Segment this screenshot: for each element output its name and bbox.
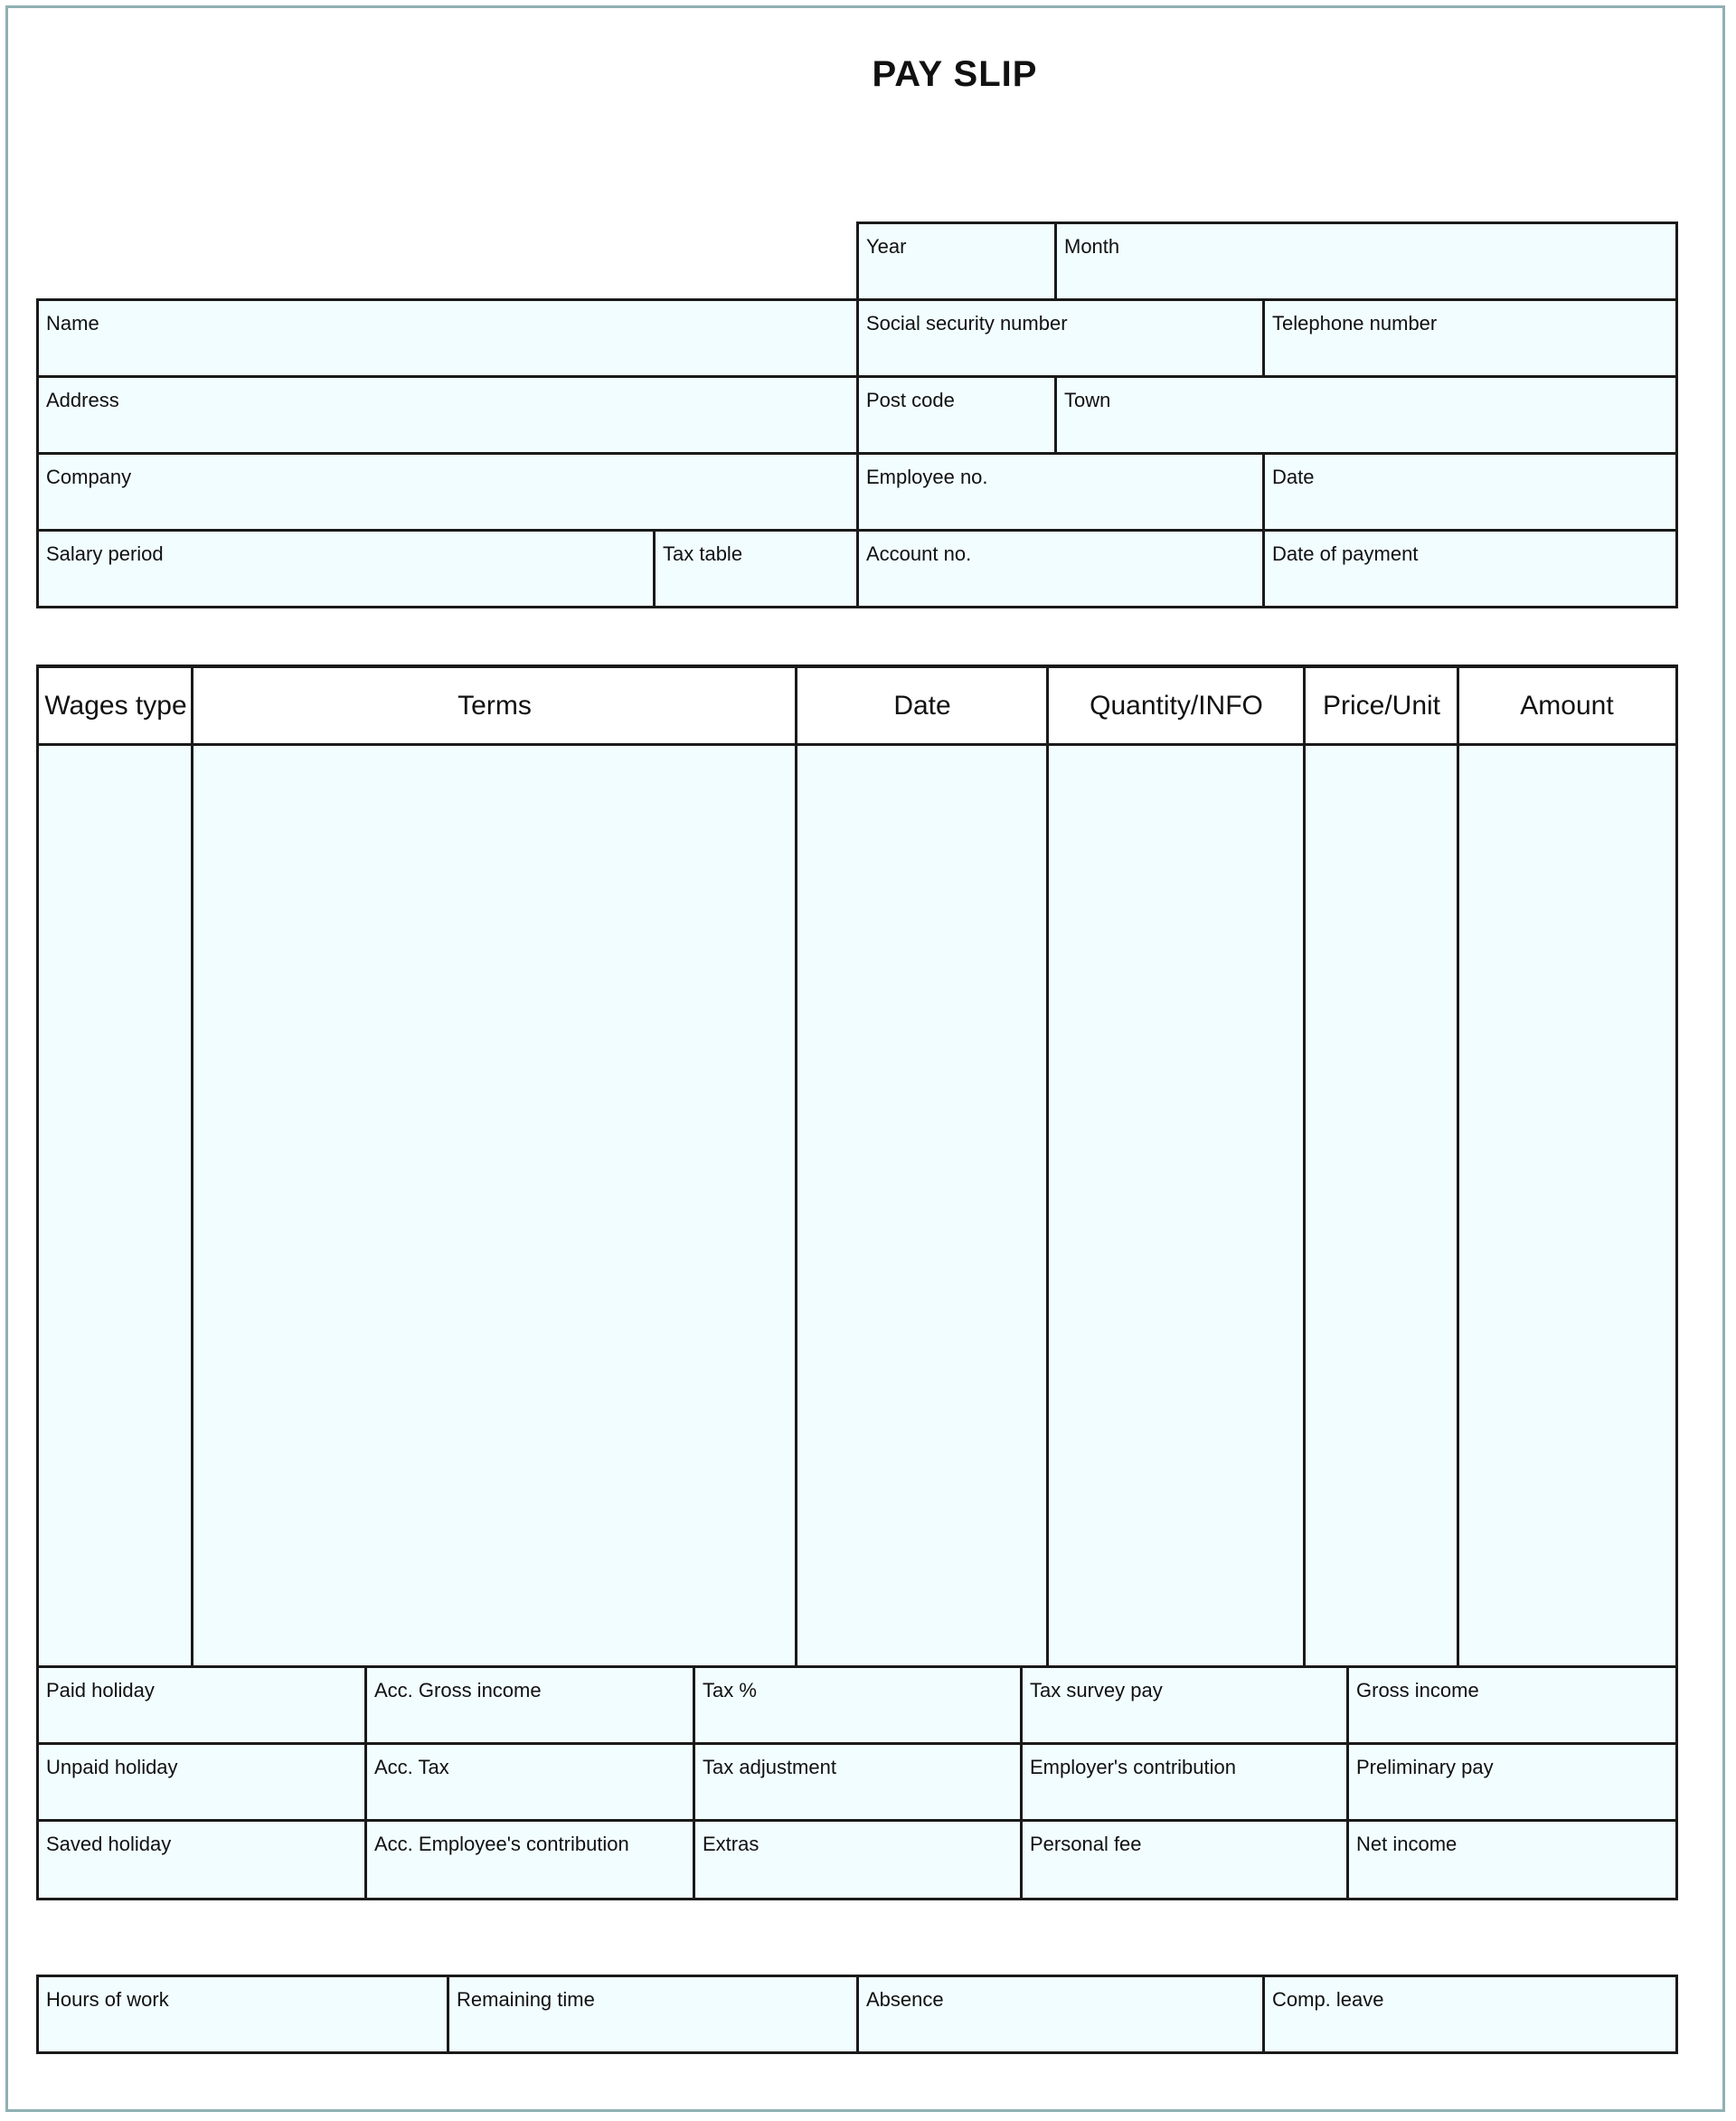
date-label: Date: [1272, 466, 1315, 488]
acc-gross-income-field[interactable]: [364, 1665, 695, 1745]
column-divider: [1046, 668, 1049, 1668]
employee-no-field[interactable]: [856, 452, 1265, 532]
preliminary-pay-label: Preliminary pay: [1356, 1756, 1494, 1778]
net-income-field[interactable]: [1346, 1819, 1678, 1900]
gross-income-field[interactable]: [1346, 1665, 1678, 1745]
employers-contribution-field[interactable]: [1020, 1742, 1349, 1822]
employers-contribution-label: Employer's contribution: [1030, 1756, 1236, 1778]
salary-period-label: Salary period: [46, 542, 164, 565]
tax-pct-label: Tax %: [703, 1679, 757, 1702]
hours-of-work-field[interactable]: [36, 1975, 449, 2054]
comp-leave-label: Comp. leave: [1272, 1988, 1384, 2011]
wage-table: [36, 665, 1678, 1668]
name-label: Name: [46, 312, 99, 335]
year-label: Year: [866, 235, 907, 258]
date-of-payment-label: Date of payment: [1272, 542, 1419, 565]
personal-fee-field[interactable]: [1020, 1819, 1349, 1900]
gross-income-label: Gross income: [1356, 1679, 1479, 1702]
column-divider: [1457, 668, 1459, 1668]
quantity-info-column[interactable]: [1048, 668, 1305, 1668]
address-field[interactable]: [36, 375, 859, 455]
salary-period-field[interactable]: [36, 529, 656, 608]
town-label: Town: [1064, 389, 1111, 411]
post-code-field[interactable]: [856, 375, 1057, 455]
price-unit-header: Price/Unit: [1305, 668, 1458, 746]
paid-holiday-field[interactable]: [36, 1665, 367, 1745]
date-of-payment-field[interactable]: [1262, 529, 1678, 608]
acc-tax-label: Acc. Tax: [374, 1756, 449, 1778]
telephone-label: Telephone number: [1272, 312, 1438, 335]
acc-employees-contribution-field[interactable]: [364, 1819, 695, 1900]
paid-holiday-label: Paid holiday: [46, 1679, 155, 1702]
unpaid-holiday-label: Unpaid holiday: [46, 1756, 178, 1778]
tax-adjustment-label: Tax adjustment: [703, 1756, 836, 1778]
date-column[interactable]: [797, 668, 1048, 1668]
telephone-field[interactable]: [1262, 298, 1678, 378]
tax-table-field[interactable]: [653, 529, 859, 608]
ssn-label: Social security number: [866, 312, 1068, 335]
month-label: Month: [1064, 235, 1120, 258]
amount-column[interactable]: [1458, 668, 1675, 1668]
month-field[interactable]: [1054, 222, 1678, 301]
company-label: Company: [46, 466, 132, 488]
acc-tax-field[interactable]: [364, 1742, 695, 1822]
amount-header: Amount: [1458, 668, 1675, 746]
personal-fee-label: Personal fee: [1030, 1833, 1142, 1855]
acc-employees-contribution-label: Acc. Employee's contribution: [374, 1833, 629, 1855]
column-divider: [1303, 668, 1306, 1668]
date-header: Date: [797, 668, 1048, 746]
tax-survey-pay-field[interactable]: [1020, 1665, 1349, 1745]
hours-of-work-label: Hours of work: [46, 1988, 169, 2011]
saved-holiday-label: Saved holiday: [46, 1833, 172, 1855]
net-income-label: Net income: [1356, 1833, 1458, 1855]
company-field[interactable]: [36, 452, 859, 532]
extras-field[interactable]: [693, 1819, 1023, 1900]
quantity-info-header: Quantity/INFO: [1048, 668, 1305, 746]
tax-table-label: Tax table: [663, 542, 743, 565]
tax-survey-pay-label: Tax survey pay: [1030, 1679, 1163, 1702]
address-label: Address: [46, 389, 119, 411]
employee-no-label: Employee no.: [866, 466, 988, 488]
post-code-label: Post code: [866, 389, 955, 411]
remaining-time-field[interactable]: [447, 1975, 859, 2054]
column-divider: [795, 668, 797, 1668]
column-divider: [191, 668, 193, 1668]
ssn-field[interactable]: [856, 298, 1265, 378]
town-field[interactable]: [1054, 375, 1678, 455]
tax-adjustment-field[interactable]: [693, 1742, 1023, 1822]
account-no-field[interactable]: [856, 529, 1265, 608]
wages-type-column[interactable]: [39, 668, 193, 1668]
acc-gross-income-label: Acc. Gross income: [374, 1679, 542, 1702]
absence-field[interactable]: [856, 1975, 1265, 2054]
absence-label: Absence: [866, 1988, 944, 2011]
account-no-label: Account no.: [866, 542, 972, 565]
tax-pct-field[interactable]: [693, 1665, 1023, 1745]
remaining-time-label: Remaining time: [457, 1988, 595, 2011]
price-unit-column[interactable]: [1305, 668, 1458, 1668]
extras-label: Extras: [703, 1833, 760, 1855]
preliminary-pay-field[interactable]: [1346, 1742, 1678, 1822]
wages-type-header: Wages type: [39, 668, 193, 746]
comp-leave-field[interactable]: [1262, 1975, 1678, 2054]
saved-holiday-field[interactable]: [36, 1819, 367, 1900]
terms-column[interactable]: [193, 668, 797, 1668]
unpaid-holiday-field[interactable]: [36, 1742, 367, 1822]
name-field[interactable]: [36, 298, 859, 378]
page-title: PAY SLIP: [872, 54, 1038, 94]
year-field[interactable]: [856, 222, 1057, 301]
date-field[interactable]: [1262, 452, 1678, 532]
terms-header: Terms: [193, 668, 797, 746]
